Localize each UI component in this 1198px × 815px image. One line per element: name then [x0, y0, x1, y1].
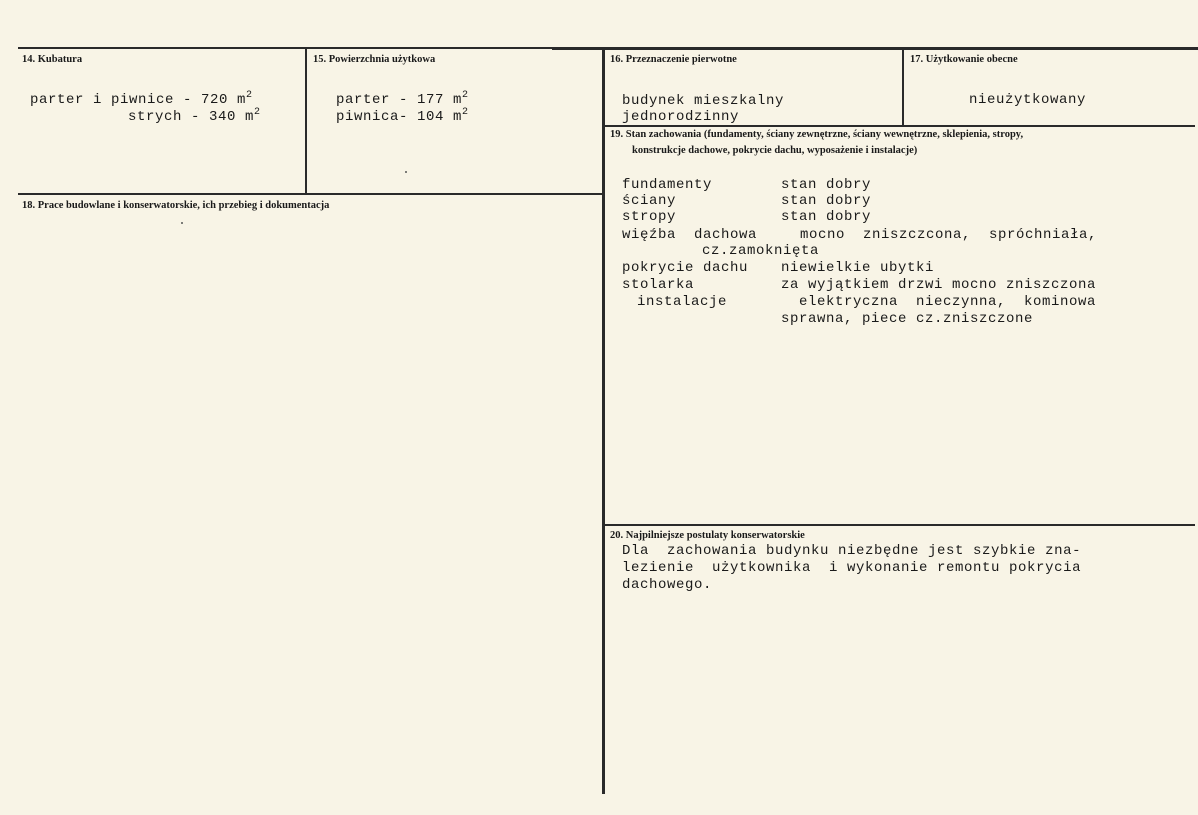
area-basement-unit-exp: 2 [462, 107, 469, 118]
condition-label-walls: ściany [622, 193, 677, 209]
condition-label-joinery: stolarka [622, 277, 695, 293]
condition-value-ceilings: stan dobry [781, 209, 872, 225]
condition-value-joinery: za wyjątkiem drzwi mocno zniszczona [781, 277, 1097, 293]
cubature-attic-text: strych - 340 m [128, 109, 255, 125]
current-use-value: nieużytkowany [969, 92, 1087, 108]
cubature-attic-unit-exp: 2 [254, 107, 261, 118]
divider-14-15 [305, 48, 307, 194]
original-purpose-line-2: jednorodzinny [622, 109, 740, 125]
original-purpose-line-1: budynek mieszkalny [622, 93, 785, 109]
condition-label-foundations: fundamenty [622, 177, 713, 193]
condition-value-foundations: stan dobry [781, 177, 872, 193]
center-vertical-rule [602, 48, 605, 794]
area-basement-text: piwnica- 104 m [336, 109, 463, 125]
section-19-header-line-1: 19. Stan zachowania (fundamenty, ściany zewnętrzne, ściany wewnętrzne, sklepienia, stropy, [610, 129, 1024, 140]
cubature-ground-floor [30, 92, 253, 109]
condition-label-ceilings: stropy [622, 209, 677, 225]
cubature-attic [128, 109, 261, 126]
section-19-header-line-2: konstrukcje dachowe, pokrycie dachu, wyposażenie i instalacje) [632, 145, 918, 156]
condition-value-roof-truss: mocno zniszczcona, spróchniała, [800, 227, 1098, 243]
postulates-line-3: dachowego. [622, 577, 713, 593]
rule-above-20 [603, 524, 1195, 526]
rule-above-18 [18, 193, 604, 195]
top-rule-right [552, 47, 1198, 50]
condition-label-installations: instalacje [637, 294, 728, 310]
condition-label-roofing: pokrycie dachu [622, 260, 749, 276]
area-ground-floor-text: parter - 177 m [336, 92, 463, 108]
condition-value-installations: elektryczna nieczynna, kominowa [781, 294, 1097, 310]
section-15-header: 15. Powierzchnia użytkowa [313, 54, 436, 65]
area-basement [336, 109, 469, 126]
scan-speck [181, 222, 183, 224]
postulates-line-2: lezienie użytkownika i wykonanie remontu pokrycia [622, 560, 1082, 576]
section-14-header: 14. Kubatura [22, 54, 83, 65]
section-16-header: 16. Przeznaczenie pierwotne [610, 54, 737, 65]
section-20-header: 20. Najpilniejsze postulaty konserwatorskie [610, 530, 805, 541]
section-17-header: 17. Użytkowanie obecne [910, 54, 1018, 65]
divider-16-17 [902, 48, 904, 126]
postulates-line-1: Dla zachowania budynku niezbędne jest szybkie zna- [622, 543, 1082, 559]
cubature-ground-floor-unit-exp: 2 [246, 90, 253, 101]
top-rule-left [18, 47, 552, 49]
area-ground-floor [336, 92, 469, 109]
section-18-header: 18. Prace budowlane i konserwatorskie, ich przebieg i dokumentacja [22, 200, 330, 211]
condition-value-roofing: niewielkie ubytki [781, 260, 935, 276]
scan-speck [405, 171, 407, 173]
condition-value-installations-cont: sprawna, piece cz.zniszczone [781, 311, 1034, 327]
condition-value-roof-truss-cont: cz.zamoknięta [702, 243, 820, 259]
cubature-ground-floor-text: parter i piwnice - 720 m [30, 92, 247, 108]
condition-value-walls: stan dobry [781, 193, 872, 209]
condition-label-roof-truss: więźba dachowa [622, 227, 758, 243]
area-ground-floor-unit-exp: 2 [462, 90, 469, 101]
